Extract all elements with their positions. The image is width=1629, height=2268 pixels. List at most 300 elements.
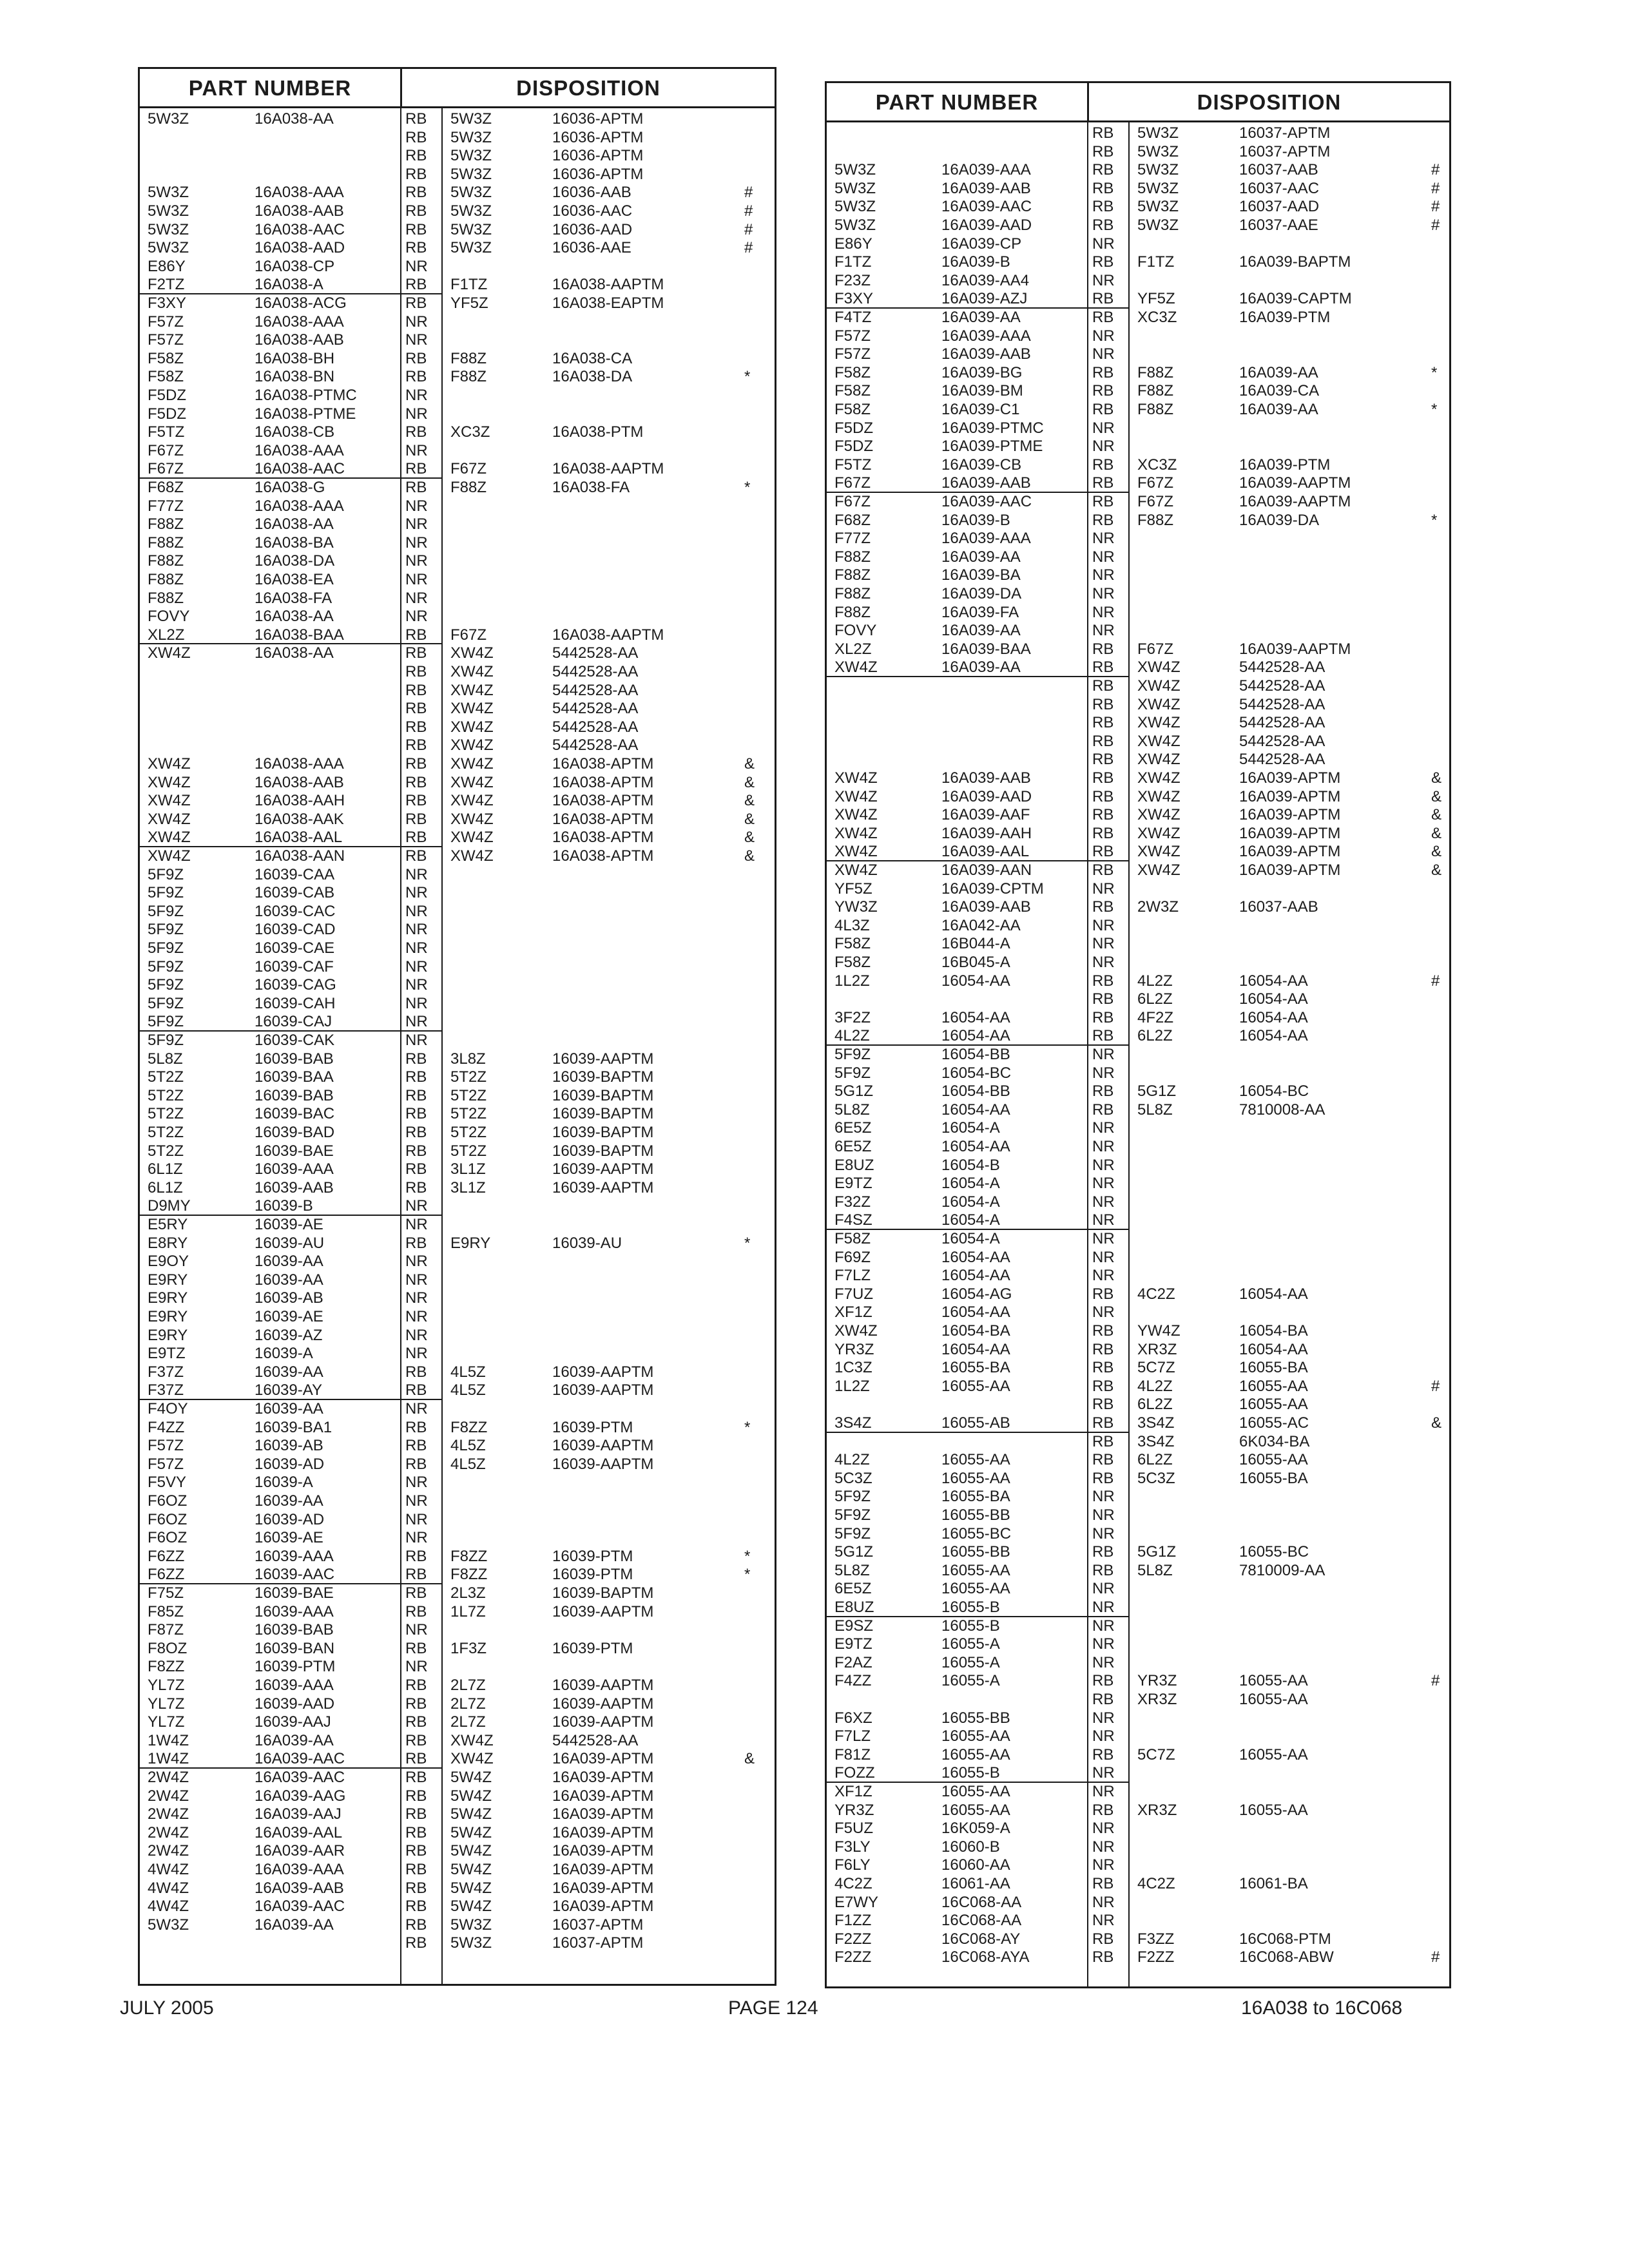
table-cell-new-series: XC3Z (450, 423, 490, 441)
table-cell-new-part: 16039-AAPTM (552, 1050, 654, 1068)
table-cell-series: 5G1Z (834, 1543, 874, 1561)
table-cell-series: E9RY (148, 1271, 188, 1289)
table-cell-new-series: 5G1Z (1137, 1082, 1177, 1100)
table-cell-new-part: 16A038-APTM (552, 829, 654, 847)
table-cell-code: RB (1092, 695, 1114, 713)
table-cell-code: RB (1092, 290, 1114, 308)
table-cell-new-series: XW4Z (1137, 824, 1181, 842)
table-cell-series: 6L1Z (148, 1160, 183, 1178)
table-cell-new-part: 16A039-AA (1239, 401, 1318, 418)
table-cell-code: NR (405, 1216, 428, 1233)
row-group-divider (140, 1767, 441, 1769)
table-cell-series: F2TZ (148, 276, 185, 294)
table-cell-new-series: F1TZ (450, 276, 488, 294)
table-cell-series: F88Z (148, 552, 184, 570)
table-cell-part: 16A039-PTME (941, 437, 1043, 456)
table-cell-code: RB (405, 1105, 427, 1123)
table-cell-series: F58Z (834, 954, 871, 971)
table-cell-new-part: 7810009-AA (1239, 1561, 1325, 1579)
row-group-divider (140, 1030, 441, 1032)
table-cell-code: RB (1092, 1359, 1114, 1377)
table-cell-series: 5L8Z (834, 1561, 870, 1579)
table-cell-part: 16054-AG (941, 1285, 1012, 1303)
table-cell-code: RB (405, 1381, 427, 1399)
table-cell-new-part: 16055-BA (1239, 1469, 1308, 1487)
table-cell-new-series: 4L2Z (1137, 972, 1173, 990)
table-cell-new-series: 5L8Z (1137, 1100, 1173, 1119)
table-cell-new-series: YW4Z (1137, 1322, 1181, 1340)
table-cell-new-series: 3L1Z (450, 1160, 486, 1178)
table-cell-series: F88Z (834, 566, 871, 584)
table-cell-code: NR (1092, 1635, 1115, 1653)
table-cell-new-part: 16039-PTM (552, 1566, 633, 1584)
table-cell-series: YL7Z (148, 1677, 185, 1694)
table-cell-code: NR (1092, 1175, 1115, 1193)
table-cell-code: NR (1092, 1488, 1115, 1506)
table-cell-new-series: YF5Z (450, 294, 488, 312)
table-cell-code: NR (1092, 327, 1115, 345)
table-cell-code: NR (1092, 345, 1115, 363)
table-cell-code: RB (405, 349, 427, 367)
table-cell-new-series: XW4Z (450, 1750, 494, 1768)
table-cell-new-series: XW4Z (1137, 806, 1181, 824)
table-cell-part: 16A039-AAJ (255, 1805, 342, 1823)
table-cell-series: F37Z (148, 1381, 184, 1399)
table-cell-code: RB (1092, 363, 1114, 381)
table-cell-new-series: XR3Z (1137, 1340, 1177, 1358)
table-cell-series: F3XY (834, 290, 874, 308)
table-cell-part: 16055-A (941, 1653, 1000, 1671)
table-cell-part: 16039-CAH (255, 994, 336, 1012)
table-cell-new-series: XC3Z (1137, 309, 1177, 326)
table-cell-part: 16A042-AA (941, 916, 1021, 934)
table-cell-series: F7LZ (834, 1267, 871, 1285)
table-cell-new-part: 16A039-APTM (552, 1842, 654, 1860)
table-cell-new-series: 5W3Z (450, 1934, 492, 1952)
table-cell-part: 16A039-CPTM (941, 879, 1044, 898)
table-cell-code: RB (1092, 714, 1114, 732)
table-cell-series: F8ZZ (148, 1658, 185, 1676)
table-cell-new-part: 5442528-AA (1239, 732, 1325, 750)
table-cell-part: 16A039-AAC (941, 493, 1032, 510)
table-cell-part: 16039-AY (255, 1381, 322, 1399)
table-cell-series: F23Z (834, 271, 871, 289)
table-cell-part: 16A038-A (255, 276, 323, 294)
table-cell-part: 16039-BAB (255, 1050, 334, 1068)
table-cell-series: F57Z (834, 327, 871, 345)
table-cell-part: 16A039-AAD (941, 216, 1032, 234)
table-cell-code: RB (1092, 1930, 1114, 1948)
table-cell-code: NR (1092, 1653, 1115, 1671)
table-cell-new-part: 5442528-AA (1239, 658, 1325, 677)
table-cell-part: 16054-AA (941, 1267, 1010, 1285)
table-cell-new-part: 16A039-APTM (552, 1787, 654, 1805)
column-divider (1087, 120, 1088, 1986)
table-cell-part: 16A039-AAA (941, 161, 1031, 179)
table-cell-series: F2AZ (834, 1653, 872, 1671)
table-cell-new-series: F88Z (1137, 401, 1174, 418)
table-cell-series: E9RY (148, 1326, 188, 1344)
table-cell-part: 16039-BAC (255, 1105, 335, 1123)
table-cell-code: RB (405, 1861, 427, 1878)
table-cell-code: NR (1092, 1267, 1115, 1285)
table-cell-series: F88Z (148, 571, 184, 588)
table-cell-new-series: 2L3Z (450, 1584, 486, 1602)
table-cell-series: F6LY (834, 1856, 871, 1874)
table-cell-new-part: 16037-APTM (552, 1916, 644, 1934)
table-cell-part: 16A039-AA (941, 622, 1021, 640)
table-cell-part: 16A039-AAC (941, 198, 1032, 216)
table-cell-new-part: 16A038-CA (552, 349, 633, 367)
table-cell-new-part: 16A039-AA (1239, 363, 1318, 381)
table-cell-new-series: XW4Z (450, 1731, 494, 1749)
table-cell-code: RB (405, 165, 427, 183)
table-cell-code: NR (1092, 1138, 1115, 1155)
table-cell-new-part: 16054-AA (1239, 1027, 1308, 1045)
table-cell-part: 16054-BB (941, 1082, 1010, 1100)
table-cell-part: 16A039-AA (941, 658, 1021, 677)
table-cell-part: 16054-AA (941, 1027, 1010, 1045)
table-cell-code: RB (1092, 990, 1114, 1008)
table-cell-code: NR (405, 533, 428, 552)
table-cell-part: 16039-BA1 (255, 1418, 333, 1436)
table-cell-code: RB (1092, 1469, 1114, 1487)
table-cell-code: RB (405, 681, 427, 699)
table-cell-series: FOVY (148, 608, 190, 626)
table-cell-code: NR (1092, 1119, 1115, 1137)
table-cell-new-part: 16036-APTM (552, 165, 644, 183)
table-cell-part: 16C068-AA (941, 1893, 1022, 1911)
table-cell-new-series: 1F3Z (450, 1639, 487, 1657)
table-cell-series: F32Z (834, 1193, 871, 1211)
table-cell-series: 5W3Z (148, 110, 189, 128)
table-cell-series: F5DZ (834, 419, 873, 437)
table-cell-code: RB (405, 1695, 427, 1713)
table-cell-code: RB (1092, 843, 1114, 861)
table-cell-part: 16054-AA (941, 1100, 1010, 1119)
table-cell-code: RB (1092, 640, 1114, 658)
table-cell-new-part: 5442528-AA (1239, 714, 1325, 732)
table-cell-series: F88Z (148, 515, 184, 533)
table-cell-series: F57Z (148, 1455, 184, 1473)
table-cell-code: NR (1092, 1046, 1115, 1063)
table-cell-new-part: 5442528-AA (1239, 751, 1325, 769)
table-cell-new-part: 16039-BAPTM (552, 1142, 654, 1160)
table-cell-new-part: 16A039-CA (1239, 382, 1320, 400)
table-cell-note: # (1431, 198, 1440, 216)
table-cell-new-series: 5W3Z (1137, 161, 1179, 179)
table-cell-code: RB (405, 792, 427, 810)
table-cell-new-part: 16055-AA (1239, 1451, 1308, 1469)
table-cell-new-series: XW4Z (1137, 751, 1181, 769)
footer-range: 16A038 to 16C068 (1241, 1997, 1403, 2019)
table-cell-new-series: 2L7Z (450, 1695, 486, 1713)
table-cell-series: XF1Z (834, 1303, 872, 1321)
table-cell-part: 16A038-BN (255, 368, 335, 386)
table-cell-part: 16039-BAD (255, 1124, 335, 1141)
table-cell-series: YF5Z (834, 879, 872, 898)
table-cell-new-series: XW4Z (1137, 714, 1181, 732)
table-cell-code: RB (405, 1879, 427, 1897)
table-cell-new-series: 5C7Z (1137, 1359, 1175, 1377)
table-cell-code: NR (1092, 566, 1115, 584)
table-cell-series: 5F9Z (834, 1046, 871, 1063)
table-cell-code: NR (405, 1621, 428, 1639)
table-cell-series: F58Z (148, 349, 184, 367)
table-cell-new-series: 5W3Z (450, 202, 492, 220)
table-cell-code: NR (1092, 1820, 1115, 1838)
table-cell-part: 16A038-AAK (255, 810, 344, 828)
table-cell-part: 16039-AE (255, 1308, 323, 1325)
table-cell-code: RB (405, 1547, 427, 1565)
table-cell-part: 16A038-AA (255, 110, 334, 128)
table-cell-series: F6XZ (834, 1709, 872, 1727)
table-cell-new-series: XR3Z (1137, 1691, 1177, 1708)
table-cell-part: 16039-AB (255, 1437, 323, 1455)
table-cell-code: RB (405, 1178, 427, 1196)
table-cell-series: 4L3Z (834, 916, 870, 934)
table-cell-new-series: 5W3Z (1137, 216, 1179, 234)
table-cell-code: RB (1092, 1451, 1114, 1469)
table-cell-code: RB (1092, 1008, 1114, 1026)
table-cell-new-part: 16A039-APTM (552, 1750, 654, 1768)
table-cell-code: NR (1092, 585, 1115, 602)
table-cell-code: NR (405, 865, 428, 883)
table-cell-new-part: 16A038-APTM (552, 810, 654, 828)
table-cell-series: F88Z (148, 533, 184, 552)
table-cell-series: F67Z (148, 441, 184, 459)
table-cell-new-series: 5W3Z (1137, 179, 1179, 197)
table-cell-note: # (744, 220, 753, 238)
table-cell-series: YL7Z (148, 1695, 185, 1713)
table-cell-series: 6E5Z (834, 1119, 872, 1137)
table-cell-new-series: XW4Z (450, 847, 494, 865)
table-cell-new-series: 4L5Z (450, 1455, 486, 1473)
table-cell-new-part: 16054-BA (1239, 1322, 1308, 1340)
table-cell-new-part: 16039-BAPTM (552, 1124, 654, 1141)
table-cell-code: RB (1092, 1745, 1114, 1763)
table-cell-part: 16054-A (941, 1230, 1000, 1247)
table-cell-part: 16039-AA (255, 1253, 323, 1271)
table-cell-code: NR (1092, 530, 1115, 548)
table-cell-code: RB (405, 1677, 427, 1694)
table-cell-part: 16A039-AA (255, 1731, 334, 1749)
table-cell-new-series: 2L7Z (450, 1677, 486, 1694)
table-cell-series: YL7Z (148, 1713, 185, 1731)
table-cell-new-series: F8ZZ (450, 1547, 488, 1565)
table-cell-note: & (1431, 1414, 1442, 1432)
table-cell-series: XW4Z (148, 773, 191, 791)
table-cell-new-part: 16054-AA (1239, 1340, 1308, 1358)
table-cell-code: NR (1092, 1064, 1115, 1082)
table-cell-new-series: 5L8Z (1137, 1561, 1173, 1579)
table-cell-code: NR (405, 957, 428, 975)
table-cell-series: F4SZ (834, 1211, 872, 1229)
table-cell-series: 5W3Z (148, 184, 189, 202)
table-cell-code: NR (1092, 935, 1115, 953)
table-cell-part: 16A038-AAD (255, 239, 345, 257)
table-cell-part: 16039-BAB (255, 1086, 334, 1104)
table-cell-code: RB (1092, 179, 1114, 197)
table-cell-part: 16039-AZ (255, 1326, 323, 1344)
table-cell-series: F88Z (834, 603, 871, 621)
table-cell-part: 16039-BAE (255, 1142, 334, 1160)
table-cell-new-series: XW4Z (450, 773, 494, 791)
table-cell-part: 16055-AA (941, 1377, 1010, 1395)
table-cell-part: 16A039-AZJ (941, 290, 1028, 308)
table-cell-code: RB (405, 1731, 427, 1749)
row-group-divider (827, 676, 1128, 677)
table-cell-part: 16039-A (255, 1474, 313, 1492)
row-group-divider (827, 307, 1128, 309)
table-cell-code: RB (1092, 1100, 1114, 1119)
table-cell-code: RB (1092, 787, 1114, 805)
table-cell-note: # (744, 239, 753, 257)
table-cell-series: F69Z (834, 1248, 871, 1266)
table-cell-part: 16054-AA (941, 1303, 1010, 1321)
table-cell-code: NR (405, 1326, 428, 1344)
table-cell-series: 5F9Z (148, 994, 184, 1012)
table-cell-series: 5T2Z (148, 1142, 184, 1160)
table-cell-new-part: 16055-AA (1239, 1672, 1308, 1690)
table-cell-series: XW4Z (148, 847, 191, 865)
table-cell-part: 16039-AE (255, 1216, 323, 1233)
table-cell-new-series: 5C7Z (1137, 1745, 1175, 1763)
table-cell-series: F6ZZ (148, 1566, 185, 1584)
table-cell-series: E9RY (148, 1308, 188, 1325)
table-cell-new-series: XW4Z (1137, 677, 1181, 695)
table-cell-code: RB (405, 110, 427, 128)
table-cell-part: 16055-BC (941, 1524, 1012, 1542)
table-cell-part: 16A039-AAR (255, 1842, 345, 1860)
table-cell-code: NR (1092, 603, 1115, 621)
table-cell-series: 6E5Z (834, 1580, 872, 1598)
table-cell-series: 5W3Z (148, 1916, 189, 1934)
table-cell-part: 16A039-AAB (941, 179, 1031, 197)
table-cell-new-series: XW4Z (450, 755, 494, 773)
table-cell-new-part: 5442528-AA (1239, 695, 1325, 713)
table-cell-new-part: 16055-AA (1239, 1691, 1308, 1708)
table-cell-new-series: 5W4Z (450, 1898, 492, 1916)
table-cell-part: 16039-CAG (255, 976, 336, 994)
table-cell-new-series: 5W3Z (450, 184, 492, 202)
table-cell-series: XL2Z (834, 640, 872, 658)
table-cell-new-part: 16061-BA (1239, 1875, 1308, 1892)
table-cell-code: NR (1092, 1506, 1115, 1524)
table-cell-note: & (744, 810, 755, 828)
table-cell-code: RB (405, 1898, 427, 1916)
table-cell-code: RB (1092, 861, 1114, 879)
table-cell-code: RB (405, 220, 427, 238)
right-disposition-table (825, 81, 1451, 1988)
table-cell-new-series: 5T2Z (450, 1105, 487, 1123)
table-cell-part: 16039-CAD (255, 921, 336, 939)
table-cell-new-part: 16054-AA (1239, 1008, 1308, 1026)
table-cell-new-series: XW4Z (1137, 658, 1181, 677)
table-cell-part: 16039-BAN (255, 1639, 335, 1657)
table-cell-series: E9SZ (834, 1617, 874, 1635)
table-cell-new-part: 16036-AAD (552, 220, 633, 238)
table-cell-new-part: 5442528-AA (552, 644, 639, 662)
table-cell-part: 16039-AU (255, 1234, 325, 1252)
table-cell-series: 5T2Z (148, 1105, 184, 1123)
table-cell-new-part: 16A039-PTM (1239, 456, 1331, 474)
table-cell-new-series: XW4Z (1137, 732, 1181, 750)
table-cell-part: 16A039-AAB (941, 898, 1031, 916)
table-cell-part: 16055-AA (941, 1783, 1010, 1800)
table-cell-code: RB (1092, 1543, 1114, 1561)
table-cell-series: F8OZ (148, 1639, 188, 1657)
table-cell-part: 16054-A (941, 1193, 1000, 1211)
table-cell-note: & (744, 1750, 755, 1768)
table-cell-new-series: F1TZ (1137, 253, 1175, 271)
table-cell-part: 16055-BB (941, 1709, 1010, 1727)
table-cell-part: 16039-AAA (255, 1160, 334, 1178)
table-cell-note: & (744, 829, 755, 847)
table-cell-code: NR (405, 1289, 428, 1307)
table-cell-new-part: 6K034-BA (1239, 1432, 1310, 1450)
table-cell-code: NR (1092, 271, 1115, 289)
table-cell-new-part: 16055-AA (1239, 1377, 1308, 1395)
table-cell-code: NR (405, 405, 428, 423)
table-cell-series: 6E5Z (834, 1138, 872, 1155)
table-cell-new-part: 16039-AAPTM (552, 1363, 654, 1381)
table-cell-series: 5F9Z (834, 1064, 871, 1082)
table-cell-code: NR (1092, 1617, 1115, 1635)
row-group-divider (827, 1616, 1128, 1617)
table-cell-series: FOZZ (834, 1764, 875, 1782)
table-cell-series: XW4Z (148, 829, 191, 847)
table-cell-new-series: F8ZZ (450, 1418, 488, 1436)
table-cell-part: 16039-BAA (255, 1068, 334, 1086)
table-cell-code: RB (405, 1124, 427, 1141)
table-cell-part: 16039-AA (255, 1492, 323, 1510)
table-cell-code: RB (1092, 309, 1114, 326)
table-cell-series: F6OZ (148, 1492, 188, 1510)
table-cell-part: 16039-CAE (255, 939, 335, 957)
table-cell-series: 5C3Z (834, 1469, 872, 1487)
table-cell-series: F1ZZ (834, 1912, 872, 1930)
table-cell-new-part: 16039-AAPTM (552, 1160, 654, 1178)
table-cell-code: RB (1092, 1082, 1114, 1100)
table-cell-code: RB (1092, 751, 1114, 769)
table-cell-series: 5F9Z (148, 939, 184, 957)
table-cell-new-series: YR3Z (1137, 1672, 1177, 1690)
table-cell-new-part: 5442528-AA (1239, 677, 1325, 695)
table-cell-part: 16A039-AAA (941, 327, 1031, 345)
table-cell-new-part: 16054-AA (1239, 972, 1308, 990)
row-group-divider (140, 1583, 441, 1584)
table-cell-code: RB (1092, 1561, 1114, 1579)
table-cell-new-part: 16A038-APTM (552, 773, 654, 791)
table-cell-part: 16039-AAC (255, 1566, 335, 1584)
table-cell-series: XW4Z (834, 806, 878, 824)
table-cell-series: 1C3Z (834, 1359, 872, 1377)
table-cell-code: NR (405, 884, 428, 902)
table-cell-series: YR3Z (834, 1801, 874, 1819)
row-group-divider (827, 1782, 1128, 1783)
table-cell-code: RB (405, 184, 427, 202)
table-cell-new-part: 16055-AA (1239, 1745, 1308, 1763)
table-cell-new-part: 16A039-CAPTM (1239, 290, 1352, 308)
table-cell-part: 16C068-AA (941, 1912, 1022, 1930)
table-cell-series: F58Z (834, 363, 871, 381)
table-cell-code: RB (405, 1602, 427, 1620)
table-cell-series: F67Z (834, 493, 871, 510)
table-cell-code: RB (405, 1566, 427, 1584)
table-cell-new-part: 5442528-AA (552, 736, 639, 754)
table-cell-series: XW4Z (834, 843, 878, 861)
